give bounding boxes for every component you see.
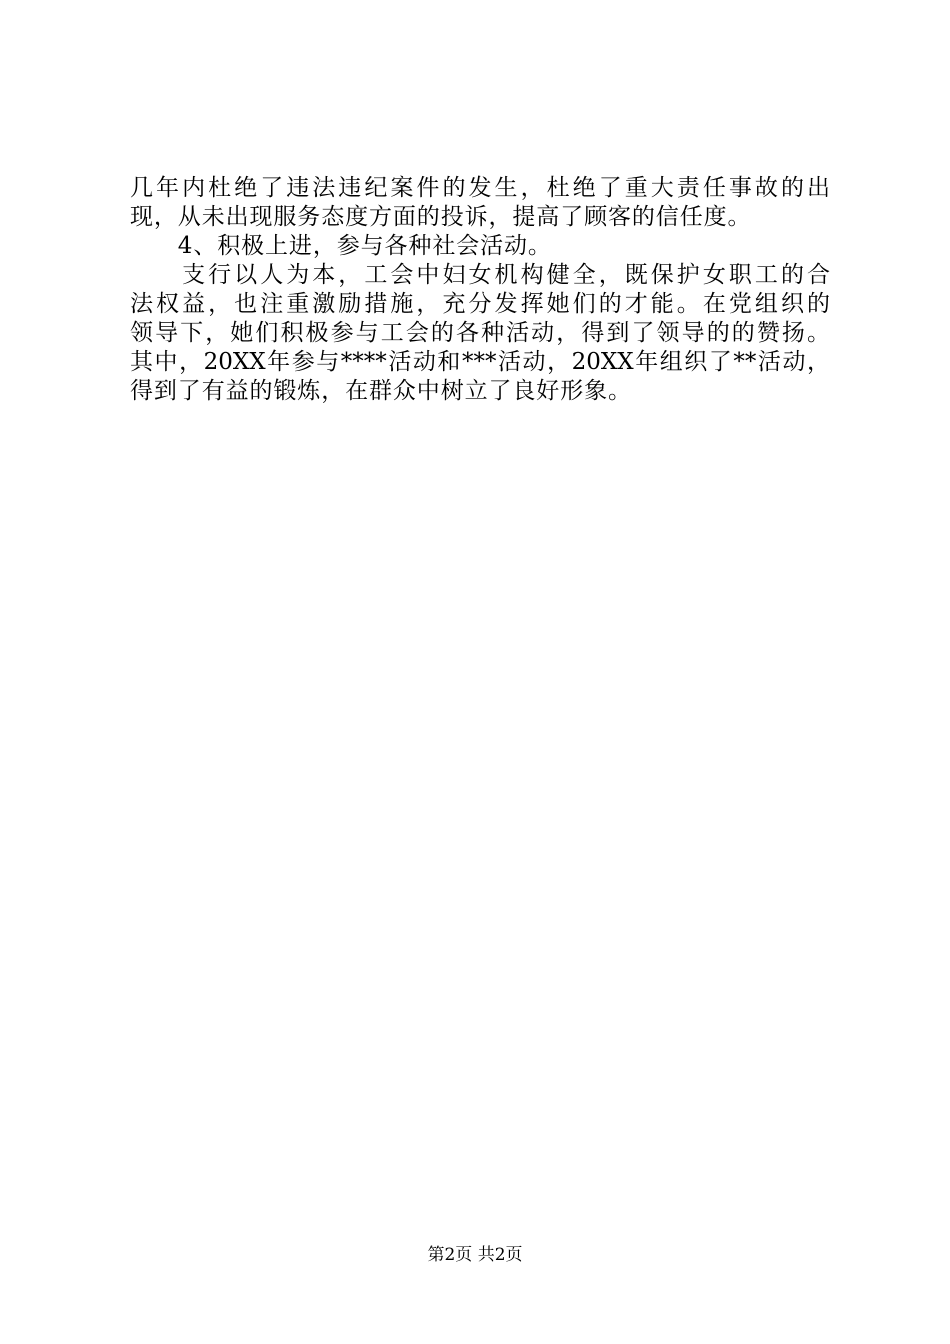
text-line: 现，从未出现服务态度方面的投诉，提高了顾客的信任度。: [130, 204, 752, 230]
section-heading: 4、积极上进，参与各种社会活动。: [130, 233, 552, 259]
text-line: 法权益，也注重激励措施，充分发挥她们的才能。在党组织的: [130, 291, 830, 317]
text-line: 几年内杜绝了违法违纪案件的发生，杜绝了重大责任事故的出: [130, 175, 830, 201]
document-body: [130, 174, 830, 406]
text-line: 得到了有益的锻炼，在群众中树立了良好形象。: [130, 378, 632, 404]
text-line: 支行以人为本，工会中妇女机构健全，既保护女职工的合: [130, 262, 830, 288]
text-line: 领导下，她们积极参与工会的各种活动，得到了领导的的赞扬。: [130, 320, 830, 346]
text-line: 其中，20XX年参与****活动和***活动，20XX年组织了**活动，: [130, 349, 830, 375]
page-number-footer: 第2页 共2页: [427, 1245, 523, 1265]
